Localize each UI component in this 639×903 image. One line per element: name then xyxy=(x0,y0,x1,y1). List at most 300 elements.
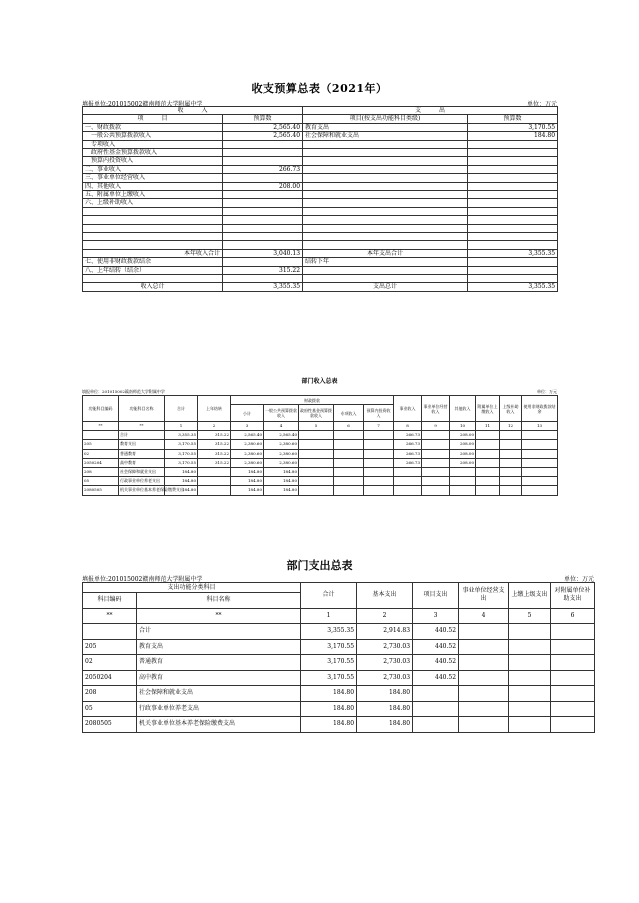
value-cell: 2,380.60 xyxy=(231,458,264,467)
income-value xyxy=(223,191,303,199)
name-cell: 合计 xyxy=(119,431,165,440)
index-cell: 5 xyxy=(509,608,551,624)
index-cell: ** xyxy=(137,608,301,624)
code-cell xyxy=(83,431,119,440)
basic-cell: 184.80 xyxy=(357,701,413,717)
empty-cell xyxy=(551,717,595,733)
empty-cell xyxy=(551,670,595,686)
table-row xyxy=(83,431,558,440)
col-name-header: 功能科目名称 xyxy=(119,396,165,422)
empty-cell xyxy=(551,701,595,717)
expense-label xyxy=(303,233,468,241)
index-cell: 9 xyxy=(422,422,450,431)
table-row xyxy=(83,199,558,207)
col-special-header: 专项收入 xyxy=(334,405,364,422)
value-cell xyxy=(334,486,364,495)
value-cell: 315.22 xyxy=(198,449,231,458)
value-cell: 2,380.60 xyxy=(264,449,299,458)
index-cell: 6 xyxy=(334,422,364,431)
expense-label xyxy=(303,241,468,249)
name-cell: 高中教育 xyxy=(119,458,165,467)
income-value: 2,565.40 xyxy=(223,123,303,131)
value-cell: 184.80 xyxy=(264,477,299,486)
value-cell: 184.80 xyxy=(264,486,299,495)
value-cell xyxy=(476,440,500,449)
value-cell xyxy=(522,431,558,440)
col-budget-header: 预算数 xyxy=(223,115,303,123)
year-expense-label: 本年支出合计 xyxy=(303,249,468,257)
name-cell: 机关事业单位基本养老保险缴费支出 xyxy=(137,717,301,733)
basic-cell: 2,730.03 xyxy=(357,639,413,655)
expense-value xyxy=(468,174,558,182)
income-value xyxy=(223,241,303,249)
table-row xyxy=(83,132,558,140)
value-cell: 208.00 xyxy=(450,431,476,440)
row8-label: 八、上年结转（结余） xyxy=(83,266,223,274)
income-value xyxy=(223,149,303,157)
expense-value xyxy=(468,140,558,148)
table-row xyxy=(83,655,595,671)
table-row xyxy=(83,258,558,266)
value-cell: 2,380.60 xyxy=(264,458,299,467)
code-cell: 02 xyxy=(83,655,137,671)
expense-header: 支 出 xyxy=(303,107,558,115)
code-cell: 05 xyxy=(83,701,137,717)
index-cell: 6 xyxy=(551,608,595,624)
total-income-value: 3,355.35 xyxy=(223,283,303,291)
table-row xyxy=(83,266,558,274)
table-row xyxy=(83,670,595,686)
unit-label: 单位：万元 xyxy=(526,101,557,108)
empty-cell xyxy=(509,686,551,702)
income-value xyxy=(223,224,303,232)
expense-value xyxy=(468,199,558,207)
expense-label xyxy=(303,216,468,224)
value-cell xyxy=(476,468,500,477)
empty-cell xyxy=(509,717,551,733)
expense-value xyxy=(468,224,558,232)
value-cell xyxy=(334,449,364,458)
value-cell xyxy=(476,486,500,495)
unit-label: 单位：万元 xyxy=(563,576,594,583)
value-cell xyxy=(394,468,422,477)
project-cell xyxy=(413,717,459,733)
value-cell xyxy=(364,468,394,477)
col-other-header: 其他收入 xyxy=(450,396,476,422)
value-cell: 266.73 xyxy=(394,458,422,467)
value-cell xyxy=(450,486,476,495)
income-label: 五、附属单位上缴收入 xyxy=(83,191,223,199)
expense-label xyxy=(303,207,468,215)
table-row xyxy=(83,224,558,232)
value-cell xyxy=(299,449,334,458)
expense-value xyxy=(468,207,558,215)
table-row xyxy=(83,486,558,495)
empty-cell xyxy=(459,639,509,655)
row8-value: 315.22 xyxy=(223,266,303,274)
basic-cell: 2,730.03 xyxy=(357,670,413,686)
value-cell xyxy=(364,449,394,458)
col-superior-header: 上缴上级支出 xyxy=(509,583,551,609)
col-total-header: 合计 xyxy=(165,396,198,422)
income-label xyxy=(83,207,223,215)
expense-label: 社会保障和就业支出 xyxy=(303,132,468,140)
value-cell xyxy=(422,486,450,495)
expense-value: 184.80 xyxy=(468,132,558,140)
project-cell: 440.52 xyxy=(413,670,459,686)
income-value xyxy=(223,199,303,207)
value-cell xyxy=(450,477,476,486)
value-cell xyxy=(422,458,450,467)
value-cell: 184.80 xyxy=(165,477,198,486)
value-cell xyxy=(364,431,394,440)
empty-cell xyxy=(459,670,509,686)
value-cell xyxy=(476,477,500,486)
income-value: 266.73 xyxy=(223,165,303,173)
project-cell: 440.52 xyxy=(413,624,459,640)
col-code-header: 科目编码 xyxy=(83,593,137,609)
value-cell xyxy=(334,468,364,477)
index-row xyxy=(83,422,558,431)
col-nonfiscal-header: 使用非财政拨款结余 xyxy=(522,396,558,422)
row7-expense-label: 结转下年 xyxy=(303,258,468,266)
value-cell: 2,380.60 xyxy=(231,440,264,449)
name-cell: 合计 xyxy=(137,624,301,640)
table-row xyxy=(83,149,558,157)
empty-cell xyxy=(459,655,509,671)
value-cell xyxy=(500,458,522,467)
expense-label xyxy=(303,140,468,148)
index-cell: 1 xyxy=(301,608,357,624)
expense-value: 3,170.55 xyxy=(468,123,558,131)
table-row xyxy=(83,639,595,655)
table-row xyxy=(83,165,558,173)
col-affiliate-header: 附属单位上缴收入 xyxy=(476,396,500,422)
value-cell: 3,355.35 xyxy=(165,431,198,440)
value-cell xyxy=(198,477,231,486)
expense-label xyxy=(303,165,468,173)
col-name-header: 科目名称 xyxy=(137,593,301,609)
total-cell: 3,170.55 xyxy=(301,670,357,686)
code-cell xyxy=(83,624,137,640)
project-cell xyxy=(413,701,459,717)
budget-summary-title: 收支预算总表（2021年） xyxy=(251,82,388,95)
table-header-row xyxy=(83,107,558,115)
value-cell xyxy=(522,440,558,449)
col-budget-exp-header: 预算数 xyxy=(468,115,558,123)
col-item-header: 项 目 xyxy=(83,115,223,123)
value-cell xyxy=(334,458,364,467)
code-cell: 2080505 xyxy=(83,486,119,495)
col-total-header: 合计 xyxy=(301,583,357,609)
value-cell xyxy=(522,468,558,477)
table-row xyxy=(83,449,558,458)
unit-label: 单位：万元 xyxy=(537,389,557,394)
value-cell: 208.00 xyxy=(450,458,476,467)
index-row xyxy=(83,608,595,624)
project-cell xyxy=(413,686,459,702)
col-item-exp-header: 项目(按支出功能科目类级) xyxy=(303,115,468,123)
grand-total-row xyxy=(83,283,558,291)
value-cell xyxy=(522,486,558,495)
empty-cell xyxy=(509,655,551,671)
dept-income-table xyxy=(82,395,558,496)
value-cell xyxy=(500,431,522,440)
empty-cell xyxy=(459,701,509,717)
row7-label: 七、使用非财政拨款结余 xyxy=(83,258,223,266)
index-cell: 3 xyxy=(231,422,264,431)
code-cell: 05 xyxy=(83,477,119,486)
table-header-row xyxy=(83,115,558,123)
empty-cell xyxy=(551,686,595,702)
income-header: 收 入 xyxy=(83,107,303,115)
total-expense-label: 支出总计 xyxy=(303,283,468,291)
dept-expense-header-line xyxy=(82,574,594,582)
value-cell xyxy=(500,468,522,477)
basic-cell: 184.80 xyxy=(357,686,413,702)
income-value: 208.00 xyxy=(223,182,303,190)
value-cell xyxy=(522,458,558,467)
total-expense-value: 3,355.35 xyxy=(468,283,558,291)
project-cell: 440.52 xyxy=(413,639,459,655)
filing-unit: 填报单位：201015002赣南师范大学附属中学 xyxy=(82,389,165,394)
name-cell: 行政事业单位养老支出 xyxy=(137,701,301,717)
index-cell: 8 xyxy=(394,422,422,431)
expense-label: 教育支出 xyxy=(303,123,468,131)
col-subsidy-header: 对附属单位补助支出 xyxy=(551,583,595,609)
value-cell xyxy=(364,458,394,467)
code-cell: 2080505 xyxy=(83,717,137,733)
value-cell: 315.22 xyxy=(198,440,231,449)
value-cell: 184.80 xyxy=(231,468,264,477)
value-cell: 315.22 xyxy=(198,431,231,440)
table-row xyxy=(83,174,558,182)
year-total-row xyxy=(83,249,558,257)
income-label: 四、其他收入 xyxy=(83,182,223,190)
value-cell xyxy=(422,440,450,449)
expense-label xyxy=(303,174,468,182)
income-label: 一般公共预算拨款收入 xyxy=(83,132,223,140)
income-label: 六、上级补助收入 xyxy=(83,199,223,207)
col-basic-header: 基本支出 xyxy=(357,583,413,609)
name-cell: 普通教育 xyxy=(119,449,165,458)
value-cell: 184.80 xyxy=(231,477,264,486)
table-row xyxy=(83,275,558,283)
value-cell xyxy=(198,468,231,477)
value-cell xyxy=(364,486,394,495)
value-cell xyxy=(364,440,394,449)
name-cell: 社会保障和就业支出 xyxy=(119,468,165,477)
table-row xyxy=(83,477,558,486)
value-cell xyxy=(450,468,476,477)
value-cell: 266.73 xyxy=(394,431,422,440)
table-row xyxy=(83,207,558,215)
expense-value xyxy=(468,216,558,224)
index-cell: ** xyxy=(83,608,137,624)
income-value xyxy=(223,140,303,148)
value-cell: 184.80 xyxy=(264,468,299,477)
col-func-class-header: 支出功能分类科目 xyxy=(83,583,301,593)
value-cell: 208.00 xyxy=(450,449,476,458)
index-cell: 7 xyxy=(364,422,394,431)
empty-cell xyxy=(509,639,551,655)
expense-label xyxy=(303,191,468,199)
income-label: 三、事业单位经营收入 xyxy=(83,174,223,182)
year-expense-value: 3,355.35 xyxy=(468,249,558,257)
index-cell: 13 xyxy=(522,422,558,431)
year-income-label: 本年收入合计 xyxy=(83,249,223,257)
income-label xyxy=(83,216,223,224)
col-invest-header: 预算内投资收入 xyxy=(364,405,394,422)
total-cell: 3,355.35 xyxy=(301,624,357,640)
col-fiscal-header: 财政拨款 xyxy=(231,396,394,405)
income-label: 专项收入 xyxy=(83,140,223,148)
value-cell xyxy=(299,431,334,440)
total-cell: 184.80 xyxy=(301,686,357,702)
name-cell: 教育支出 xyxy=(119,440,165,449)
index-cell: 2 xyxy=(198,422,231,431)
code-cell: 2050204 xyxy=(83,670,137,686)
expense-value xyxy=(468,149,558,157)
income-label: 政府性基金预算拨款收入 xyxy=(83,149,223,157)
value-cell: 2,380.60 xyxy=(264,440,299,449)
basic-cell: 184.80 xyxy=(357,717,413,733)
empty-cell xyxy=(459,686,509,702)
total-cell: 3,170.55 xyxy=(301,655,357,671)
value-cell: 266.73 xyxy=(394,440,422,449)
empty-cell xyxy=(509,670,551,686)
dept-income-title: 部门收入总表 xyxy=(301,378,338,385)
value-cell xyxy=(364,477,394,486)
index-cell: 10 xyxy=(450,422,476,431)
budget-summary-table xyxy=(82,106,558,292)
name-cell: 社会保障和就业支出 xyxy=(137,686,301,702)
value-cell xyxy=(500,449,522,458)
value-cell: 184.80 xyxy=(165,486,198,495)
table-row xyxy=(83,458,558,467)
expense-value xyxy=(468,165,558,173)
value-cell xyxy=(422,468,450,477)
value-cell xyxy=(500,486,522,495)
income-value xyxy=(223,157,303,165)
col-carryover-header: 上年结转 xyxy=(198,396,231,422)
filing-unit: 填报单位:201015002赣南师范大学附属中学 xyxy=(82,101,203,108)
index-cell: 4 xyxy=(459,608,509,624)
table-row xyxy=(83,468,558,477)
expense-value xyxy=(468,241,558,249)
value-cell xyxy=(522,477,558,486)
index-cell: 11 xyxy=(476,422,500,431)
value-cell xyxy=(476,458,500,467)
value-cell: 184.80 xyxy=(231,486,264,495)
index-cell: 5 xyxy=(299,422,334,431)
project-cell: 440.52 xyxy=(413,655,459,671)
value-cell xyxy=(476,431,500,440)
expense-value xyxy=(468,157,558,165)
expense-label xyxy=(303,199,468,207)
expense-label xyxy=(303,157,468,165)
value-cell xyxy=(422,431,450,440)
col-operating-header: 事业单位经营收入 xyxy=(422,396,450,422)
index-cell: 1 xyxy=(165,422,198,431)
table-row xyxy=(83,701,595,717)
value-cell xyxy=(334,440,364,449)
col-fiscal-sub-header: 小计 xyxy=(231,405,264,422)
value-cell xyxy=(299,440,334,449)
value-cell xyxy=(500,440,522,449)
value-cell xyxy=(394,477,422,486)
index-cell: 2 xyxy=(357,608,413,624)
value-cell: 3,170.55 xyxy=(165,458,198,467)
value-cell: 2,380.60 xyxy=(231,449,264,458)
name-cell: 机关事业单位基本养老保险缴费支出 xyxy=(119,486,165,495)
income-value: 2,565.40 xyxy=(223,132,303,140)
value-cell xyxy=(198,486,231,495)
value-cell: 315.22 xyxy=(198,458,231,467)
table-row xyxy=(83,123,558,131)
index-cell: 4 xyxy=(264,422,299,431)
income-value xyxy=(223,207,303,215)
total-cell: 184.80 xyxy=(301,717,357,733)
col-business-header: 事业收入 xyxy=(394,396,422,422)
value-cell: 266.73 xyxy=(394,449,422,458)
basic-cell: 2,914.83 xyxy=(357,624,413,640)
value-cell: 3,170.55 xyxy=(165,440,198,449)
table-row xyxy=(83,216,558,224)
empty-cell xyxy=(459,717,509,733)
value-cell: 184.80 xyxy=(165,468,198,477)
code-cell: 208 xyxy=(83,686,137,702)
filing-unit: 填报单位:201015002赣南师范大学附属中学 xyxy=(82,576,203,583)
code-cell: 02 xyxy=(83,449,119,458)
value-cell: 2,565.40 xyxy=(231,431,264,440)
income-value xyxy=(223,174,303,182)
index-cell: ** xyxy=(83,422,119,431)
index-cell: 12 xyxy=(500,422,522,431)
value-cell: 3,170.55 xyxy=(165,449,198,458)
empty-cell xyxy=(551,639,595,655)
dept-expense-title: 部门支出总表 xyxy=(286,559,353,572)
code-cell: 208 xyxy=(83,468,119,477)
value-cell xyxy=(422,477,450,486)
value-cell xyxy=(394,486,422,495)
value-cell xyxy=(476,449,500,458)
value-cell xyxy=(299,458,334,467)
table-row xyxy=(83,686,595,702)
value-cell xyxy=(500,477,522,486)
col-fund-header: 政府性基金预算拨款收入 xyxy=(299,405,334,422)
table-row xyxy=(83,182,558,190)
total-cell: 184.80 xyxy=(301,701,357,717)
name-cell: 普通教育 xyxy=(137,655,301,671)
empty-cell xyxy=(551,624,595,640)
col-general-header: 一般公共预算拨款收入 xyxy=(264,405,299,422)
expense-value xyxy=(468,233,558,241)
income-label: 一、财政拨款 xyxy=(83,123,223,131)
value-cell: 2,565.40 xyxy=(264,431,299,440)
table-row xyxy=(83,241,558,249)
value-cell xyxy=(299,468,334,477)
code-cell: 205 xyxy=(83,639,137,655)
year-income-value: 3,040.13 xyxy=(223,249,303,257)
table-header-row xyxy=(83,396,558,405)
value-cell xyxy=(522,449,558,458)
table-row xyxy=(83,440,558,449)
income-value xyxy=(223,233,303,241)
index-cell: 3 xyxy=(413,608,459,624)
col-code-header: 功能科目编码 xyxy=(83,396,119,422)
name-cell: 行政事业单位养老支出 xyxy=(119,477,165,486)
